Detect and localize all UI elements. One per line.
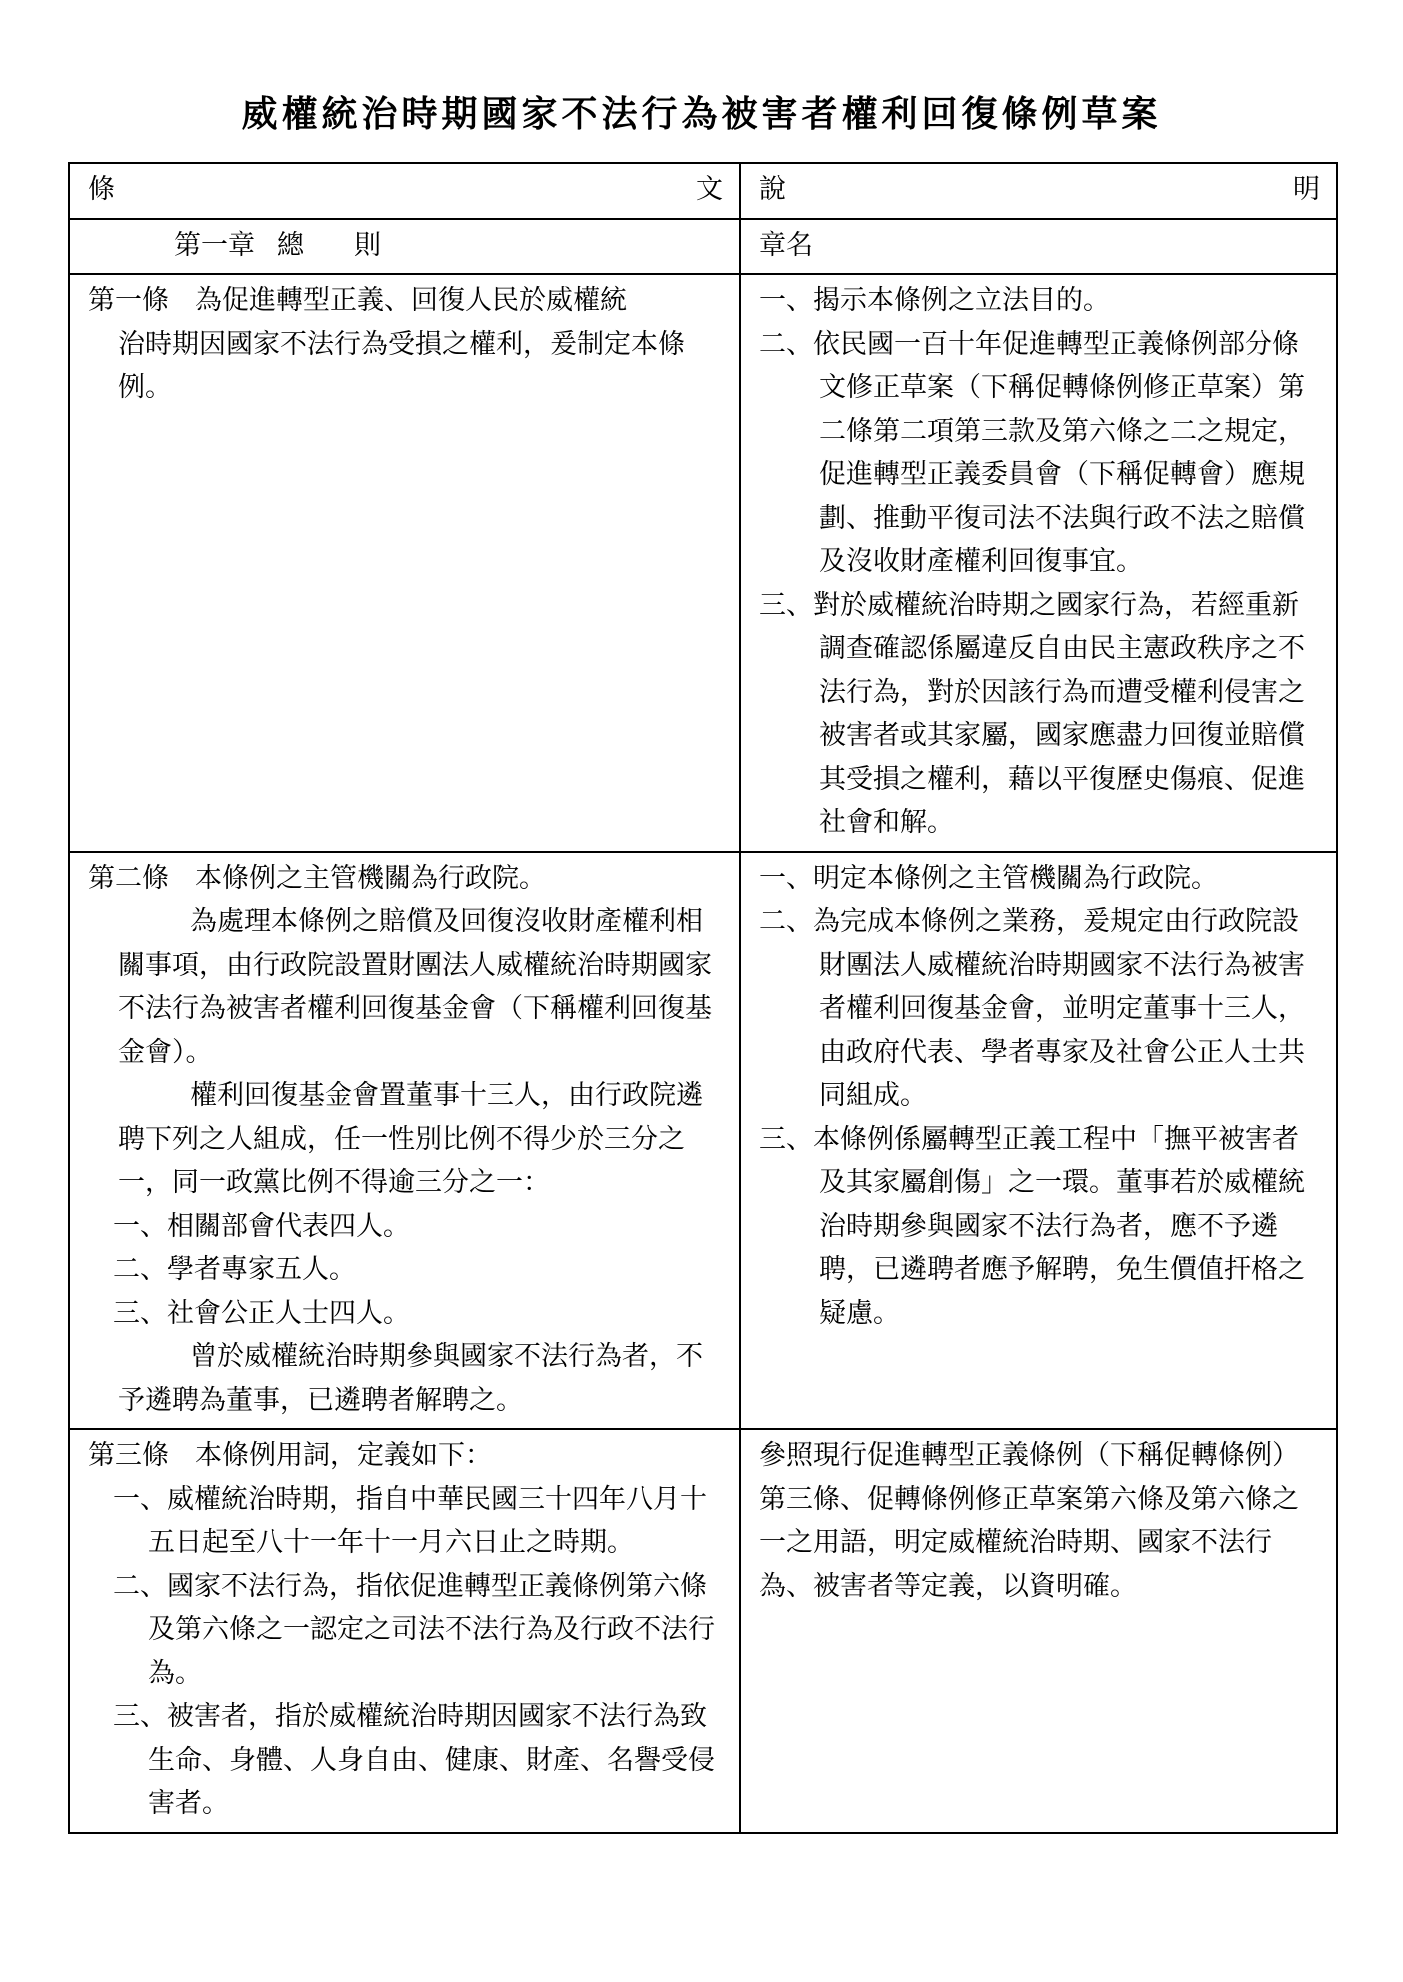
article-row <box>69 274 1337 852</box>
article-first-line: 本條例之主管機關為行政院。 <box>195 862 546 894</box>
article-list-item: 一、威權統治時期，指自中華民國三十四年八月十五日起至八十一年十一月六日止之時期。 <box>113 1483 707 1558</box>
article-continuation: 治時期因國家不法行為受損之權利，爰制定本條例。 <box>118 328 685 403</box>
article-explanation-cell <box>740 1429 1337 1833</box>
article-list-item: 二、國家不法行為，指依促進轉型正義條例第六條及第六條之一認定之司法不法行為及行政不法行為。 <box>113 1570 715 1689</box>
article-row <box>69 852 1337 1430</box>
table-header-row <box>69 163 1337 219</box>
chapter-note: 章名 <box>759 229 813 261</box>
explanation-item: 二、為完成本條例之業務，爰規定由行政院設財團法人威權統治時期國家不法行為被害者權利回復基金會，並明定董事十三人，由政府代表、學者專家及社會公正人士共同組成。 <box>759 906 1305 1111</box>
article-list-item: 二、學者專家五人。 <box>113 1254 356 1285</box>
header-explanation <box>740 163 1337 219</box>
article-text-cell <box>69 852 740 1430</box>
header-right-b: 明 <box>1293 174 1320 205</box>
article-paragraph: 為處理本條例之賠償及回復沒收財產權利相關事項，由行政院設置財團法人威權統治時期國家不法行為被害者權利回復基金會（下稱權利回復基金會）。 <box>118 906 712 1068</box>
article-explanation-cell <box>740 852 1337 1430</box>
explanation-text: 參照現行促進轉型正義條例（下稱促轉條例）第三條、促轉條例修正草案第六條及第六條之一之用語，明定威權統治時期、國家不法行為、被害者等定義，以資明確。 <box>759 1440 1299 1602</box>
explanation-item: 一、揭示本條例之立法目的。 <box>759 285 1110 316</box>
article-list-item: 三、社會公正人士四人。 <box>113 1297 410 1329</box>
article-paragraph: 曾於威權統治時期參與國家不法行為者，不予遴聘為董事，已遴聘者解聘之。 <box>118 1341 703 1416</box>
article-text-cell <box>69 274 740 852</box>
chapter-number: 第一章 <box>174 229 255 261</box>
document-title: 威權統治時期國家不法行為被害者權利回復條例草案 <box>241 93 1162 135</box>
explanation-item: 三、本條例係屬轉型正義工程中「撫平被害者及其家屬創傷」之一環。董事若於威權統治時期參與國家不法行為者，應不予遴聘，已遴聘者應予解聘，免生價值扞格之疑慮。 <box>759 1123 1305 1329</box>
article-number: 第三條 <box>88 1440 169 1471</box>
chapter-title-cell <box>69 219 740 275</box>
article-number: 第二條 <box>88 862 169 894</box>
header-left-b: 文 <box>696 174 723 205</box>
article-paragraph: 權利回復基金會置董事十三人，由行政院遴聘下列之人組成，任一性別比例不得少於三分之一，同一政黨比例不得逾三分之一： <box>118 1080 703 1198</box>
explanation-item: 一、明定本條例之主管機關為行政院。 <box>759 862 1218 894</box>
article-explanation-cell <box>740 274 1337 852</box>
header-left-a: 條 <box>88 174 115 205</box>
explanation-item: 三、對於威權統治時期之國家行為，若經重新調查確認係屬違反自由民主憲政秩序之不法行為，對於因該行為而遭受權利侵害之被害者或其家屬，國家應盡力回復並賠償其受損之權利，藉以平復歷史傷痕、促進社會和解。 <box>759 589 1305 838</box>
provisions-table <box>68 162 1338 1834</box>
chapter-row <box>69 219 1337 275</box>
article-list-item: 一、相關部會代表四人。 <box>113 1210 410 1242</box>
article-first-line: 本條例用詞，定義如下： <box>195 1440 492 1471</box>
chapter-name-2: 則 <box>354 229 381 261</box>
article-first-line: 為促進轉型正義、回復人民於威權統 <box>195 285 627 316</box>
header-article-text <box>69 163 740 219</box>
explanation-item: 二、依民國一百十年促進轉型正義條例部分條文修正草案（下稱促轉條例修正草案）第二條第二項第三款及第六條之二之規定，促進轉型正義委員會（下稱促轉會）應規劃、推動平復司法不法與行政不法之賠償及沒收財產權利回復事宜。 <box>759 328 1305 577</box>
article-text-cell <box>69 1429 740 1833</box>
article-list-item: 三、被害者，指於威權統治時期因國家不法行為致生命、身體、人身自由、健康、財產、名譽受侵害者。 <box>113 1701 715 1819</box>
article-number: 第一條 <box>88 285 169 316</box>
chapter-name-1: 總 <box>277 229 304 261</box>
article-row <box>69 1429 1337 1833</box>
header-right-a: 說 <box>759 174 786 205</box>
chapter-note-cell <box>740 219 1337 275</box>
